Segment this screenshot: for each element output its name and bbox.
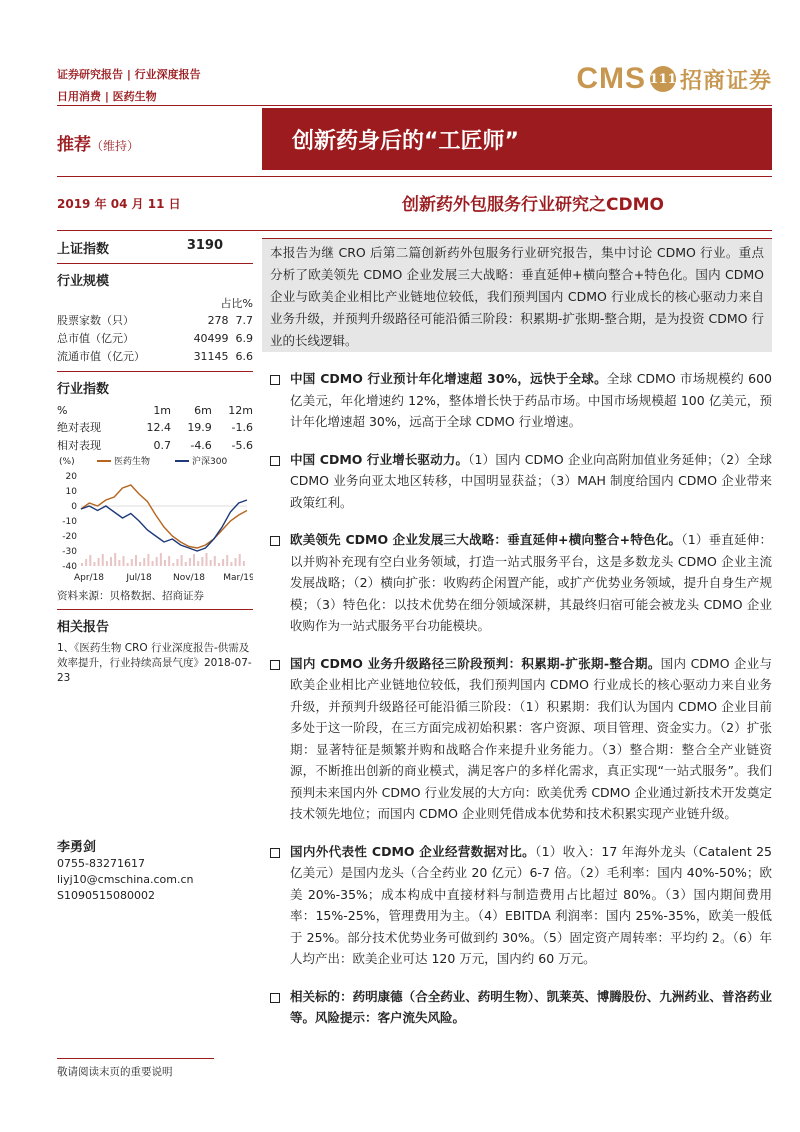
checkbox-bullet-icon [270,456,280,466]
market-label: 上证指数 [57,242,110,257]
volume-bar [98,558,100,566]
cell: 1m [153,404,172,417]
volume-bar [226,555,228,566]
cell: 31145 [193,349,229,363]
table-row [57,311,253,329]
cell: 6m [194,404,212,417]
table-row [57,329,253,347]
list-item [270,841,772,970]
list-item [270,986,772,1029]
volume-bar [164,560,166,566]
cell: 12m [228,404,253,417]
bullet-lead: 相关标的：药明康德（合全药业、药明生物）、凯莱英、博腾股份、九洲药业、普洛药业等。风险提示：客户流失风险。 [290,988,772,1025]
summary-box: 本报告为继 CRO 后第二篇创新药外包服务行业研究报告，集中讨论 CDMO 行业。重点分析了欧美领先 CDMO 企业发展三大战略：垂直延伸+横向整合+特色化。国内 CDMO 企业与欧美企业相比产业链地位较低，我们预判国内 CDMO 行业成长的核心驱动力来自业务升级，并预判升级路径可能沿循三阶段：积累期-扩张期-整合期，是为投资 CDMO 行业的长线逻辑。 [262,238,772,352]
subtitle-rule [57,230,772,231]
cell: 19.9 [187,420,212,434]
volume-bar [214,556,216,566]
volume-bar [172,563,174,566]
volume-bar [218,563,220,566]
volume-bar [185,562,187,566]
chart-source: 资料来源：贝格数据、招商证券 [57,590,204,602]
title-rule [57,176,772,177]
index-chart-svg [57,454,253,584]
related-item: 1、《医药生物 CRO 行业深度报告-供需及效率提升，行业持续高景气度》2018-07-23 [57,642,252,684]
logo-cn: 招商证券 [679,68,772,94]
volume-bar [139,562,141,566]
divider [57,371,253,372]
analyst-name: 李勇剑 [57,840,97,855]
y-tick-label: -10 [62,517,77,527]
industry-scale-title: 行业规模 [57,274,110,289]
bullet-lead: 欧美领先 CDMO 企业发展三大战略：垂直延伸+横向整合+特色化。 [290,532,682,547]
list-item [270,529,772,637]
volume-bar [131,559,133,566]
table-row [57,436,253,454]
report-date: 2019 年 04 月 11 日 [57,197,181,211]
bullet-lead: 中国 CDMO 行业预计年化增速超 30%，远快于全球。 [290,371,607,386]
checkbox-bullet-icon [270,993,280,1003]
volume-bar [197,561,199,566]
volume-bar [118,560,120,566]
bullet-text: 全球 CDMO 市场规模约 600 亿美元，年化增速约 12%，整体增长快于药品市场。中国市场规模超 100 亿美元，预计年化增速超 30%，远高于全球 CDMO 行业增速。 [290,371,772,429]
cell: -4.6 [190,438,212,452]
volume-bar [243,561,245,566]
divider [57,263,253,264]
cell: -5.6 [231,438,253,452]
cell: 6.9 [235,331,253,345]
x-tick-label: Jul/18 [126,573,152,583]
table-row [57,347,253,365]
y-tick-label: 10 [65,487,77,497]
bullet-text: 国内 CDMO 企业与欧美企业相比产业链地位较低，我们预判国内 CDMO 行业成长的核心驱动力来自业务升级，并预判升级路径可能沿循三阶段：（1）积累期：我们认为国内 CDMO 企业目前多处于这一阶段，在三方面完成初始积累：客户资源、项目管理、资金实力。（2）扩张期：显著特征是频繁并购和战略合作来提升业务能力。（3）整合期：整合全产业链资源，不断推出创新的商业模式，满足客户的多样化需求，真正实现“一站式服务”。我们预判未来国内外 CDMO 行业发展的大方向：欧美优秀 CDMO 企业通过新技术开发奠定技术领先地位；而国内 CDMO 企业则凭借成本优势和技术积累实现产业链升级。 [290,655,772,821]
header-rule [57,105,772,106]
bullet-text: （1）国内 CDMO 企业向高附加值业务延伸；（2）全球 CDMO 业务向亚太地区转移，中国明显获益；（3）MAH 制度给国内 CDMO 企业带来政策红利。 [290,451,772,510]
legend-label: 医药生物 [114,457,151,467]
volume-bar [147,554,149,566]
cell: 7.7 [235,313,253,327]
title-banner [262,108,772,170]
cell: 6.6 [235,349,253,363]
analyst-block [57,840,193,904]
cell: 相对表现 [57,439,101,452]
checkbox-bullet-icon [270,848,280,858]
rating-label: 推荐 [57,135,91,155]
logo-en: CMS [576,62,646,95]
footer-note: 敬请阅读末页的重要说明 [57,1066,173,1078]
checkbox-bullet-icon [270,536,280,546]
table-header [57,403,253,418]
analyst-phone: 0755-83271617 [57,857,145,870]
rating [57,130,139,155]
volume-bar [114,553,116,566]
volume-bar [193,554,195,566]
cell: 总市值（亿元） [57,332,134,345]
y-tick-label: -40 [62,562,77,572]
related-title: 相关报告 [57,620,110,635]
volume-bar [210,560,212,566]
analyst-cert: S1090515080002 [57,889,155,902]
industry-index-table [57,403,253,454]
bullet-text: （1）收入：17 年海外龙头（Catalent 25 亿美元）是国内龙头（合全药业 20 亿元）6-7 倍。（2）毛利率：国内 40%-50%；欧美 20%-35%；成本构成中直接材料与制造费用占比超过 80%。（3）国内期间费用率：15%-25%，管理费用为主。（4）EBITDA 利润率：国内 25%-35%，欧美一般低于 25%。部分技术优势业务可做到约 30%。（5）固定资产周转率：平均约 2。（6）年人均产出：欧美企业可达 120 万元，国内约 60 万元。 [290,843,772,966]
volume-bar [189,558,191,566]
volume-bar [235,558,237,566]
cell: % [57,404,68,417]
table-row [57,418,253,436]
volume-bar [156,557,158,566]
bullet-lead: 国内外代表性 CDMO 企业经营数据对比。 [290,843,535,859]
volume-bar [201,557,203,566]
x-tick-label: Mar/19 [223,573,253,583]
volume-bar [106,561,108,566]
report-type: 证券研究报告 | 行业深度报告 [57,68,201,81]
cell: 12.4 [146,420,172,434]
sidebar [57,238,253,686]
checkbox-bullet-icon [270,375,280,385]
cell: 278 [207,313,229,327]
bullet-lead: 国内 CDMO 业务升级路径三阶段预判：积累期-扩张期-整合期。 [290,655,661,671]
volume-bar [110,557,112,566]
analyst-email[interactable]: liyj10@cmschina.com.cn [57,873,194,886]
bullet-lead: 中国 CDMO 行业增长驱动力。 [290,451,469,467]
volume-bar [135,555,137,566]
market-index [57,238,253,257]
volume-bar [239,554,241,566]
y-tick-label: 0 [71,502,77,512]
cell: 流通市值（亿元） [57,350,145,363]
index-chart [57,454,253,584]
bullet-list [270,368,772,1045]
volume-bar [81,563,83,566]
legend-label: 沪深300 [192,457,228,467]
volume-bar [93,562,95,566]
scale-col-header: 占比% [220,297,253,310]
series-line [81,500,247,551]
list-item [270,368,772,433]
cms-logo [576,62,772,96]
volume-bar [230,562,232,566]
industry-scale-table [57,311,253,365]
report-sector: 日用消费 | 医药生物 [57,90,157,103]
chart-unit-label: (%) [59,457,75,467]
y-tick-label: -20 [62,532,77,542]
list-item [270,449,772,514]
bullet-text: （1）垂直延伸：以并购补充现有空白业务领域，打造一站式服务平台，这是多数龙头 CDMO 企业主流发展战略；（2）横向扩张：收购药企闲置产能，或扩产优势业务领域，提升自身生产规模；（3）特色化：以技术优势在细分领域深耕，其最终归宿可能会被龙头 CDMO 企业收购作为一站式服务平台功能模块。 [290,532,772,633]
cell: 0.7 [153,438,172,452]
volume-bar [176,559,178,566]
volume-bar [143,558,145,566]
cell: 40499 [193,331,229,345]
series-line [81,485,247,548]
page-title: 创新药身后的“工匠师” [292,128,519,154]
cell: 绝对表现 [57,421,101,434]
volume-bar [127,563,129,566]
volume-bar [152,561,154,566]
cell: 股票家数（只） [57,314,134,327]
volume-bar [102,554,104,566]
x-tick-label: Nov/18 [172,573,206,583]
market-value: 3190 [186,238,223,253]
y-tick-label: -30 [62,547,77,557]
footer-rule [57,1058,214,1059]
volume-bar [222,559,224,566]
volume-bar [123,556,125,566]
rating-sub: （维持） [91,139,140,153]
checkbox-bullet-icon [270,660,280,670]
volume-bar [168,556,170,566]
volume-bar [160,553,162,566]
cell: -1.6 [231,420,253,434]
volume-bar [89,555,91,566]
volume-bar [206,553,208,566]
volume-bar [181,555,183,566]
list-item [270,653,772,825]
industry-index-title: 行业指数 [57,382,110,397]
y-tick-label: 20 [65,472,77,482]
x-tick-label: Apr/18 [73,573,105,583]
divider [57,609,253,610]
logo-badge-icon: 111 [650,66,676,92]
report-subtitle: 创新药外包服务行业研究之CDMO [402,195,664,215]
volume-bar [85,559,87,566]
